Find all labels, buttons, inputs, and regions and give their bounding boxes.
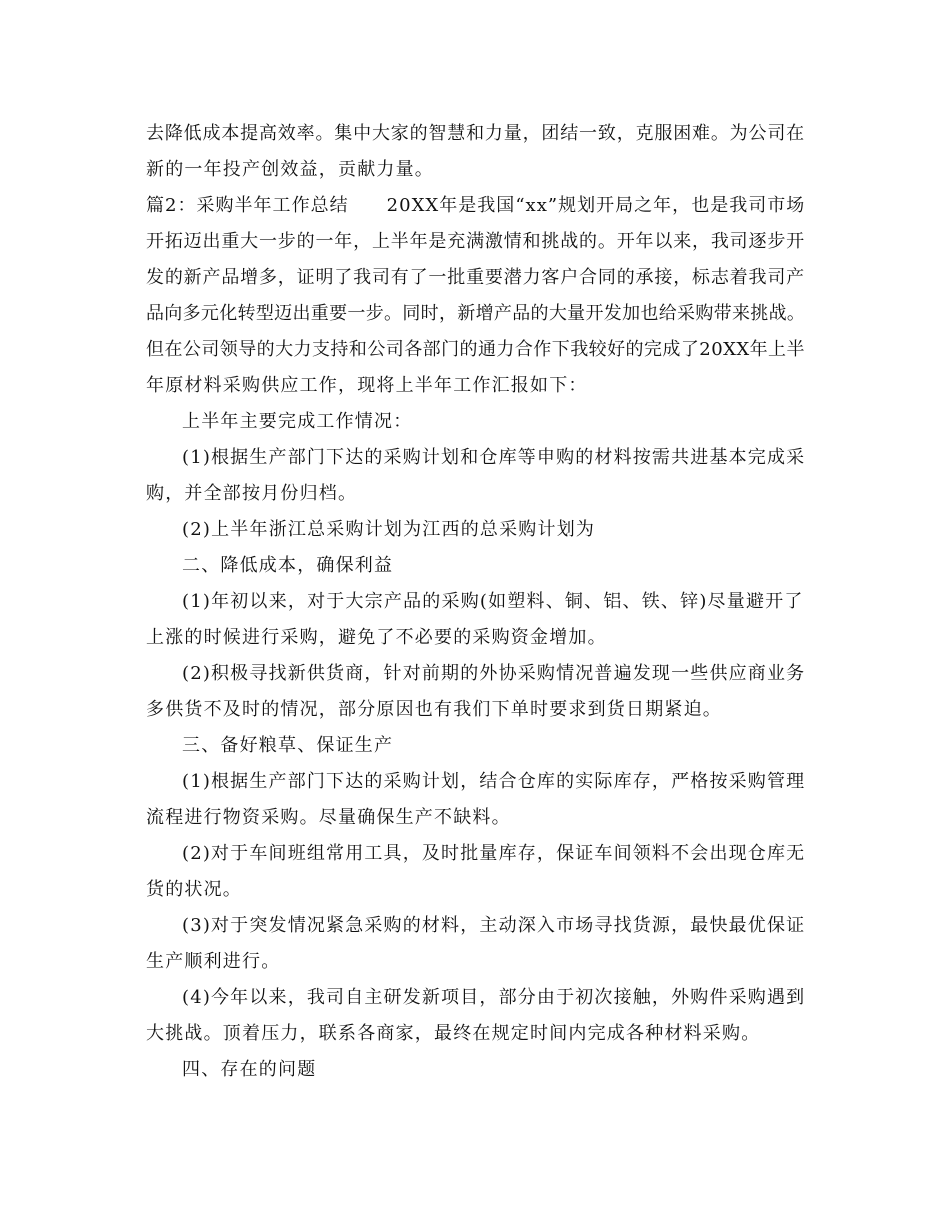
text-line: 但在公司领导的大力支持和公司各部门的通力合作下我较好的完成了20XX年上半	[146, 339, 805, 360]
text-line: (2)对于车间班组常用工具，及时批量库存，保证车间领料不会出现仓库无	[182, 843, 806, 864]
text-line: (1)根据生产部门下达的采购计划和仓库等申购的材料按需共进基本完成采	[182, 447, 806, 468]
text-line: (1)根据生产部门下达的采购计划，结合仓库的实际库存，严格按采购管理	[182, 771, 806, 792]
text-line: 年原材料采购供应工作，现将上半年工作汇报如下：	[146, 375, 588, 396]
section-heading: 四、存在的问题	[182, 1059, 317, 1080]
text-line: 生产顺利进行。	[146, 951, 281, 972]
text-line: 发的新产品增多，证明了我司有了一批重要潜力客户合同的承接，标志着我司产	[146, 267, 805, 288]
section-heading: 上半年主要完成工作情况：	[182, 411, 413, 432]
text-line: (2)积极寻找新供货商，针对前期的外协采购情况普遍发现一些供应商业务	[182, 663, 806, 684]
text-line: 上涨的时候进行采购，避免了不必要的采购资金增加。	[146, 627, 607, 648]
text-line: 篇2：采购半年工作总结 20XX年是我国“xx”规划开局之年，也是我司市场	[146, 195, 806, 216]
text-line: 大挑战。顶着压力，联系各商家，最终在规定时间内完成各种材料采购。	[146, 1023, 761, 1044]
text-line: 品向多元化转型迈出重要一步。同时，新增产品的大量开发加也给采购带来挑战。	[146, 303, 806, 324]
text-line: 购，并全部按月份归档。	[146, 483, 358, 504]
section-heading: 二、降低成本，确保利益	[182, 555, 394, 576]
text-line: 货的状况。	[146, 879, 242, 900]
text-line: 新的一年投产创效益，贡献力量。	[146, 159, 434, 180]
text-line: (1)年初以来，对于大宗产品的采购(如塑料、铜、铝、铁、锌)尽量避开了	[182, 591, 804, 612]
text-line: (4)今年以来，我司自主研发新项目，部分由于初次接触，外购件采购遇到	[182, 987, 806, 1008]
text-line: 去降低成本提高效率。集中大家的智慧和力量，团结一致，克服困难。为公司在	[146, 123, 805, 144]
text-line: (2)上半年浙江总采购计划为江西的总采购计划为	[182, 519, 596, 540]
text-line: 多供货不及时的情况，部分原因也有我们下单时要求到货日期紧迫。	[146, 699, 722, 720]
text-line: (3)对于突发情况紧急采购的材料，主动深入市场寻找货源，最快最优保证	[182, 915, 806, 936]
text-line: 开拓迈出重大一步的一年，上半年是充满激情和挑战的。开年以来，我司逐步开	[146, 231, 805, 252]
text-line: 流程进行物资采购。尽量确保生产不缺料。	[146, 807, 511, 828]
section-heading: 三、备好粮草、保证生产	[182, 735, 394, 756]
